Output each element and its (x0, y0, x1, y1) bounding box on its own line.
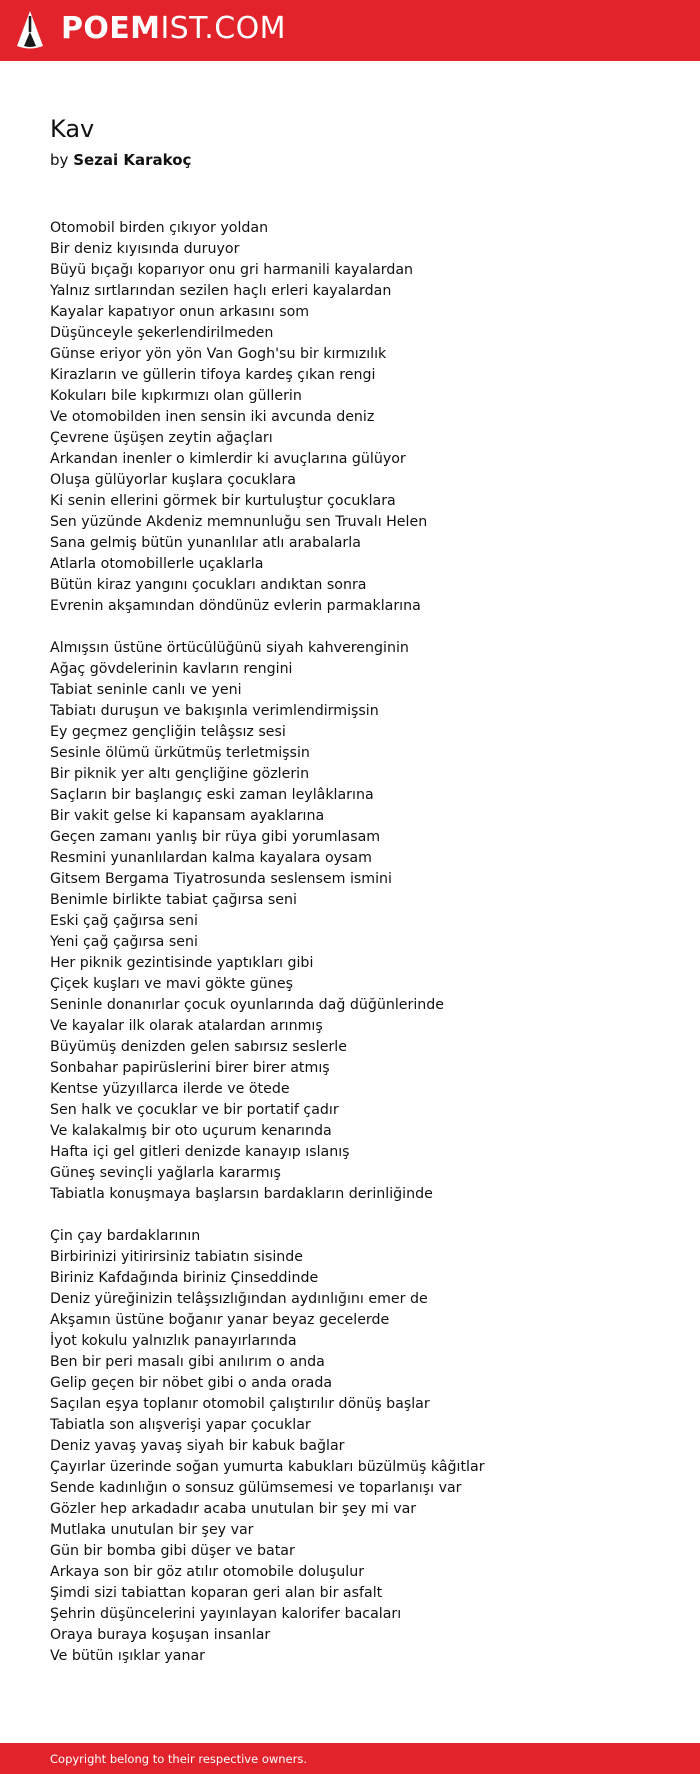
poem-line: Tabiatla konuşmaya başlarsın bardakların derinliğinde (50, 1186, 433, 1202)
poem-line: Çevrene üşüşen zeytin ağaçları (50, 430, 273, 446)
byline-prefix: by (50, 151, 69, 169)
poem-line: Deniz yavaş yavaş siyah bir kabuk bağlar (50, 1438, 345, 1454)
poem-line: Çayırlar üzerinde soğan yumurta kabukları büzülmüş kâğıtlar (50, 1459, 485, 1475)
poem-line: Gün bir bomba gibi düşer ve batar (50, 1543, 295, 1559)
poem-line: Büyü bıçağı koparıyor onu gri harmanili kayalardan (50, 262, 414, 278)
poem-line: Çin çay bardaklarının (50, 1228, 201, 1244)
poem-line: Arkaya son bir göz atılır otomobile doluşulur (50, 1564, 365, 1580)
logo-text-bold: POEM (61, 11, 161, 46)
site-footer (0, 1743, 700, 1774)
poem-line: Bir deniz kıyısında duruyor (50, 241, 240, 257)
poem-line: Atlarla otomobillerle uçaklarla (50, 556, 264, 572)
poem-line: Ve otomobilden inen sensin iki avcunda deniz (50, 409, 375, 425)
poem-line: Bir piknik yer altı gençliğine gözlerin (50, 766, 310, 782)
poem-stanza (50, 218, 650, 617)
poem-line: Tabiatla son alışverişi yapar çocuklar (50, 1417, 311, 1433)
poem-line: Çiçek kuşları ve mavi gökte güneş (50, 976, 293, 992)
poem-line: Otomobil birden çıkıyor yoldan (50, 220, 269, 236)
poem-line: Resmini yunanlılardan kalma kayalara oysam (50, 850, 372, 866)
copyright-text: Copyright belong to their respective owners. (50, 1752, 308, 1766)
poem-line: Eski çağ çağırsa seni (50, 913, 198, 929)
poem-line: Mutlaka unutulan bir şey var (50, 1522, 254, 1538)
poem-author[interactable]: Sezai Karakoç (73, 151, 192, 169)
poem-line: Hafta içi gel gitleri denizde kanayıp ıslanış (50, 1144, 350, 1160)
poem-byline (50, 150, 650, 170)
site-header (0, 0, 700, 61)
poem-line: Ey geçmez gençliğin telâşsız sesi (50, 724, 286, 740)
poem-line: Biriniz Kafdağında biriniz Çinseddinde (50, 1270, 319, 1286)
logo-text-light: IST.COM (160, 11, 286, 46)
poem-line: Kokuları bile kıpkırmızı olan güllerin (50, 388, 302, 404)
poem-line: Şimdi sizi tabiattan koparan geri alan bir asfalt (50, 1585, 383, 1601)
poem-stanza (50, 1226, 650, 1667)
poem-line: Benimle birlikte tabiat çağırsa seni (50, 892, 297, 908)
poem-line: Ve kayalar ilk olarak atalardan arınmış (50, 1018, 323, 1034)
pen-nib-icon[interactable] (16, 10, 44, 50)
poem-line: Geçen zamanı yanlış bir rüya gibi yorumlasam (50, 829, 381, 845)
poem-body (50, 218, 650, 1688)
poem-line: Sen halk ve çocuklar ve bir portatif çadır (50, 1102, 339, 1118)
poem-line: Sesinle ölümü ürkütmüş terletmişsin (50, 745, 310, 761)
poem-line: Arkandan inenler o kimlerdir ki avuçlarına gülüyor (50, 451, 406, 467)
poem-line: Saçların bir başlangıç eski zaman leylâklarına (50, 787, 374, 803)
poem-line: Düşünceyle şekerlendirilmeden (50, 325, 274, 341)
poem-line: Seninle donanırlar çocuk oyunlarında dağ düğünlerinde (50, 997, 445, 1013)
poem-line: Sana gelmiş bütün yunanlılar atlı arabalarla (50, 535, 361, 551)
poem-line: Birbirinizi yitirirsiniz tabiatın sisinde (50, 1249, 304, 1265)
poem-line: Bir vakit gelse ki kapansam ayaklarına (50, 808, 325, 824)
poem-line: Ağaç gövdelerinin kavların rengini (50, 661, 293, 677)
poem-line: Bütün kiraz yangını çocukları andıktan sonra (50, 577, 367, 593)
poem-line: Yalnız sırtlarından sezilen haçlı erleri kayalardan (50, 283, 392, 299)
poem-line: Şehrin düşüncelerini yayınlayan kalorifer bacaları (50, 1606, 402, 1622)
poem-line: Güneş sevinçli yağlarla kararmış (50, 1165, 281, 1181)
poem-line: Her piknik gezintisinde yaptıkları gibi (50, 955, 314, 971)
poem-line: Sende kadınlığın o sonsuz gülümsemesi ve toparlanışı var (50, 1480, 462, 1496)
poem-stanza (50, 638, 650, 1205)
poem-content (50, 114, 650, 1664)
poem-title: Kav (50, 115, 95, 143)
poem-line: Tabiatı duruşun ve bakışınla verimlendirmişsin (50, 703, 379, 719)
poem-line: Ki senin ellerini görmek bir kurtuluştur çocuklara (50, 493, 396, 509)
poem-line: Sonbahar papirüslerini birer birer atmış (50, 1060, 330, 1076)
poem-line: Yeni çağ çağırsa seni (50, 934, 198, 950)
poem-line: Kirazların ve güllerin tifoya kardeş çıkan rengi (50, 367, 376, 383)
poem-line: Gözler hep arkadadır acaba unutulan bir şey mi var (50, 1501, 417, 1517)
poem-line: Sen yüzünde Akdeniz memnunluğu sen Truvalı Helen (50, 514, 428, 530)
poem-line: Günse eriyor yön yön Van Gogh'su bir kırmızılık (50, 346, 387, 362)
poem-line: Ve bütün ışıklar yanar (50, 1648, 205, 1664)
poem-line: Ben bir peri masalı gibi anılırım o anda (50, 1354, 325, 1370)
poem-line: Büyümüş denizden gelen sabırsız seslerle (50, 1039, 347, 1055)
poem-line: Deniz yüreğinizin telâşsızlığından aydınlığını emer de (50, 1291, 428, 1307)
poem-line: Almışsın üstüne örtücülüğünü siyah kahverenginin (50, 640, 409, 656)
poem-line: İyot kokulu yalnızlık panayırlarında (50, 1333, 297, 1349)
poem-line: Kentse yüzyıllarca ilerde ve ötede (50, 1081, 290, 1097)
poem-line: Saçılan eşya toplanır otomobil çalıştırılır dönüş başlar (50, 1396, 430, 1412)
poem-line: Tabiat seninle canlı ve yeni (50, 682, 242, 698)
poem-line: Evrenin akşamından döndünüz evlerin parmaklarına (50, 598, 421, 614)
poem-line: Gitsem Bergama Tiyatrosunda seslensem ismini (50, 871, 392, 887)
poem-line: Oluşa gülüyorlar kuşlara çocuklara (50, 472, 297, 488)
site-logo[interactable] (61, 13, 286, 45)
poem-line: Ve kalakalmış bir oto uçurum kenarında (50, 1123, 332, 1139)
poem-line: Akşamın üstüne boğanır yanar beyaz gecelerde (50, 1312, 390, 1328)
poem-line: Oraya buraya koşuşan insanlar (50, 1627, 271, 1643)
poem-line: Gelip geçen bir nöbet gibi o anda orada (50, 1375, 333, 1391)
poem-line: Kayalar kapatıyor onun arkasını som (50, 304, 310, 320)
